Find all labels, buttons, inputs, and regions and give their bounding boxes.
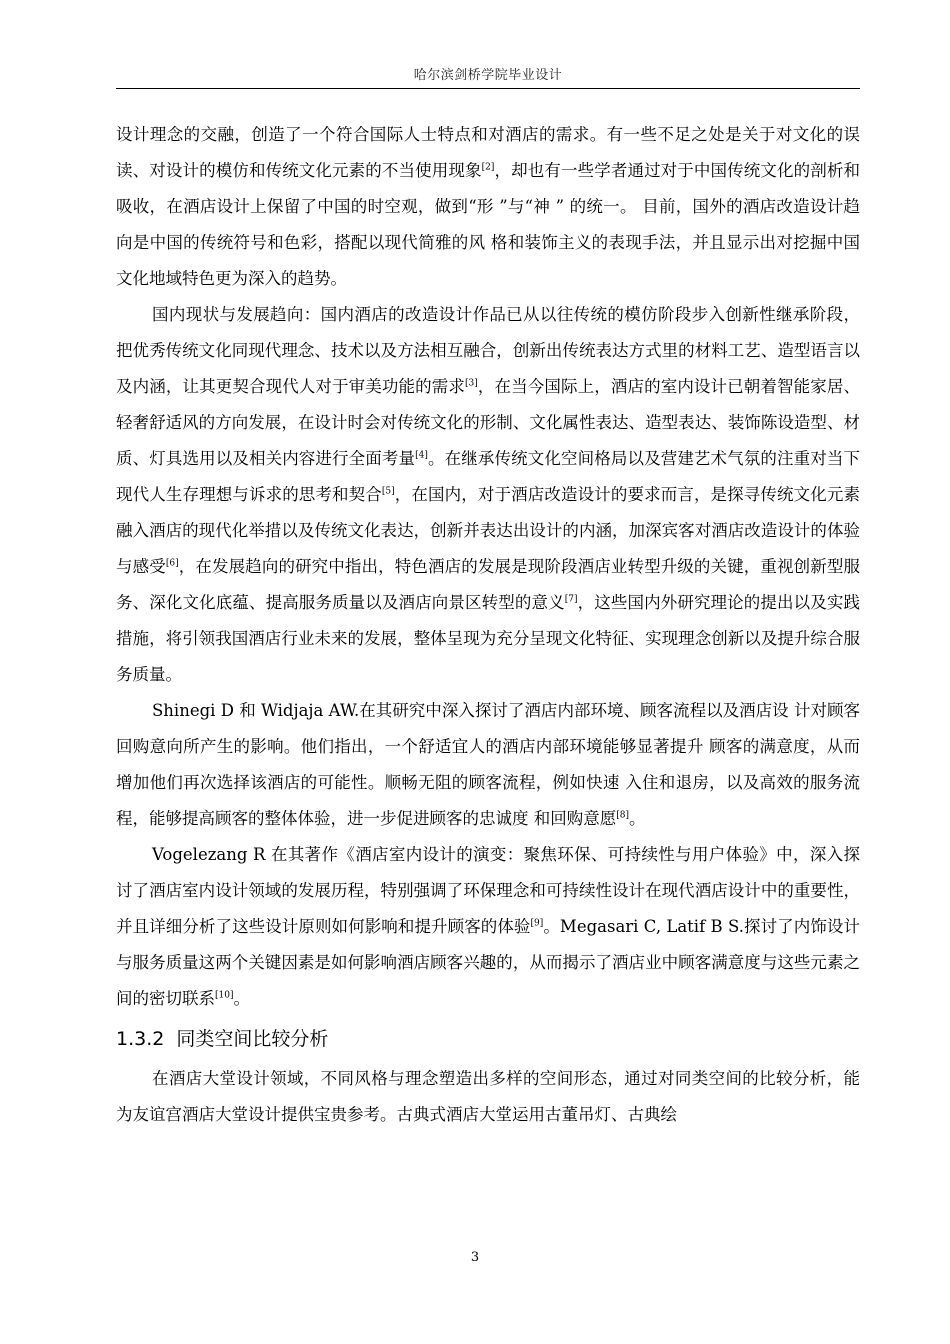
paragraph-text: ，在国内，对于酒店改造设计的要求而言，是探寻传统文化元素融入酒店的现代化举措以及传统文化表达，创新并表达出设计的内涵，加深宾客对酒店改造设计的体验与感受 bbox=[116, 485, 861, 576]
paragraph-text: ，却也有一些学者通过对于中国传统文化的剖析和吸收，在酒店设计上保留了中国的时空观，做到“形 ”与“神 ” 的统一。 目前，国外的酒店改造设计趋向是中国的传统符号和色彩，搭配以现代简雅的风 格和装饰主义的表现手法，并且显示出对挖掘中国文化地域特色更为深入的趋势。 bbox=[116, 161, 861, 288]
citation-reference: [6] bbox=[165, 558, 179, 569]
body-paragraph bbox=[116, 117, 860, 297]
body-paragraph bbox=[116, 693, 860, 837]
paragraph-text: Shinegi D 和 Widjaja AW.在其研究中深入探讨了酒店内部环境、顾客流程以及酒店设 计对顾客回购意向所产生的影响。他们指出，一个舒适宜人的酒店内部环境能够显著提升 顾客的满意度，从而增加他们再次选择该酒店的可能性。顺畅无阻的顾客流程，例如快速 入住和退房，以及高效的服务流程，能够提高顾客的整体体验，进一步促进顾客的忠诚度 和回购意愿 bbox=[116, 701, 860, 828]
document-body bbox=[116, 117, 860, 1133]
page-number: 3 bbox=[470, 1250, 480, 1265]
paragraph-text: 。 bbox=[233, 989, 250, 1008]
paragraph-text: 。 bbox=[629, 809, 646, 828]
paragraph-group bbox=[116, 117, 860, 1017]
section-number: 1.3.2 bbox=[116, 1028, 165, 1050]
paragraph-text: 。Megasari C, Latif B S.探讨了内饰设计与服务质量这两个关键因素是如何影响酒店顾客兴趣的，从而揭示了酒店业中顾客满意度与这些元素之间的密切联系 bbox=[116, 917, 860, 1008]
paragraph-text: 国内现状与发展趋向：国内酒店的改造设计作品已从以往传统的模仿阶段步入创新性继承阶段，把优秀传统文化同现代理念、技术以及方法相互融合，创新出传统表达方式里的材料工艺、造型语言以及内涵，让其更契合现代人对于审美功能的需求 bbox=[116, 305, 860, 396]
paragraph-text: ，这些国内外研究理论的提出以及实践措施，将引领我国酒店行业未来的发展，整体呈现为充分呈现文化特征、实现理念创新以及提升综合服务质量。 bbox=[116, 593, 861, 684]
body-paragraph bbox=[116, 297, 860, 693]
paragraph-text: Vogelezang R 在其著作《酒店室内设计的演变：聚焦环保、可持续性与用户体验》中，深入探讨了酒店室内设计领域的发展历程，特别强调了环保理念和可持续性设计在现代酒店设计中的重要性，并且详细分析了这些设计原则如何影响和提升顾客的体验 bbox=[116, 845, 860, 936]
paragraph-text: ，在发展趋向的研究中指出，特色酒店的发展是现阶段酒店业转型升级的关键，重视创新型服务、深化文化底蕴、提高服务质量以及酒店向景区转型的意义 bbox=[116, 557, 861, 612]
citation-reference: [2] bbox=[481, 162, 495, 173]
header-divider bbox=[116, 88, 860, 89]
section-intro-paragraph: 在酒店大堂设计领域，不同风格与理念塑造出多样的空间形态，通过对同类空间的比较分析，能为友谊宫酒店大堂设计提供宝贵参考。古典式酒店大堂运用古董吊灯、古典绘 bbox=[116, 1069, 860, 1124]
citation-reference: [3] bbox=[465, 378, 478, 389]
section-title: 同类空间比较分析 bbox=[176, 1028, 329, 1050]
citation-reference: [9] bbox=[530, 918, 544, 929]
paragraph-text: ，在当今国际上，酒店的室内设计已朝着智能家居、轻奢舒适风的方向发展，在设计时会对传统文化的形制、文化属性表达、造型表达、装饰陈设造型、材质、灯具选用以及相关内容进行全面考量 bbox=[116, 377, 861, 468]
citation-reference: [8] bbox=[616, 810, 629, 821]
citation-reference: [4] bbox=[415, 450, 428, 461]
paragraph-text: 设计理念的交融，创造了一个符合国际人士特点和对酒店的需求。有一些不足之处是关于对文化的误读、对设计的模仿和传统文化元素的不当使用现象 bbox=[116, 125, 860, 180]
citation-reference: [7] bbox=[564, 594, 578, 605]
page-header: 哈尔滨剑桥学院毕业设计 bbox=[413, 68, 563, 83]
paragraph-text: 。在继承传统文化空间格局以及营建艺术气氛的注重对当下现代人生存理想与诉求的思考和契合 bbox=[116, 449, 861, 504]
citation-reference: [10] bbox=[215, 990, 234, 1001]
citation-reference: [5] bbox=[381, 486, 395, 497]
section-heading bbox=[116, 1021, 860, 1057]
body-paragraph bbox=[116, 837, 860, 1017]
